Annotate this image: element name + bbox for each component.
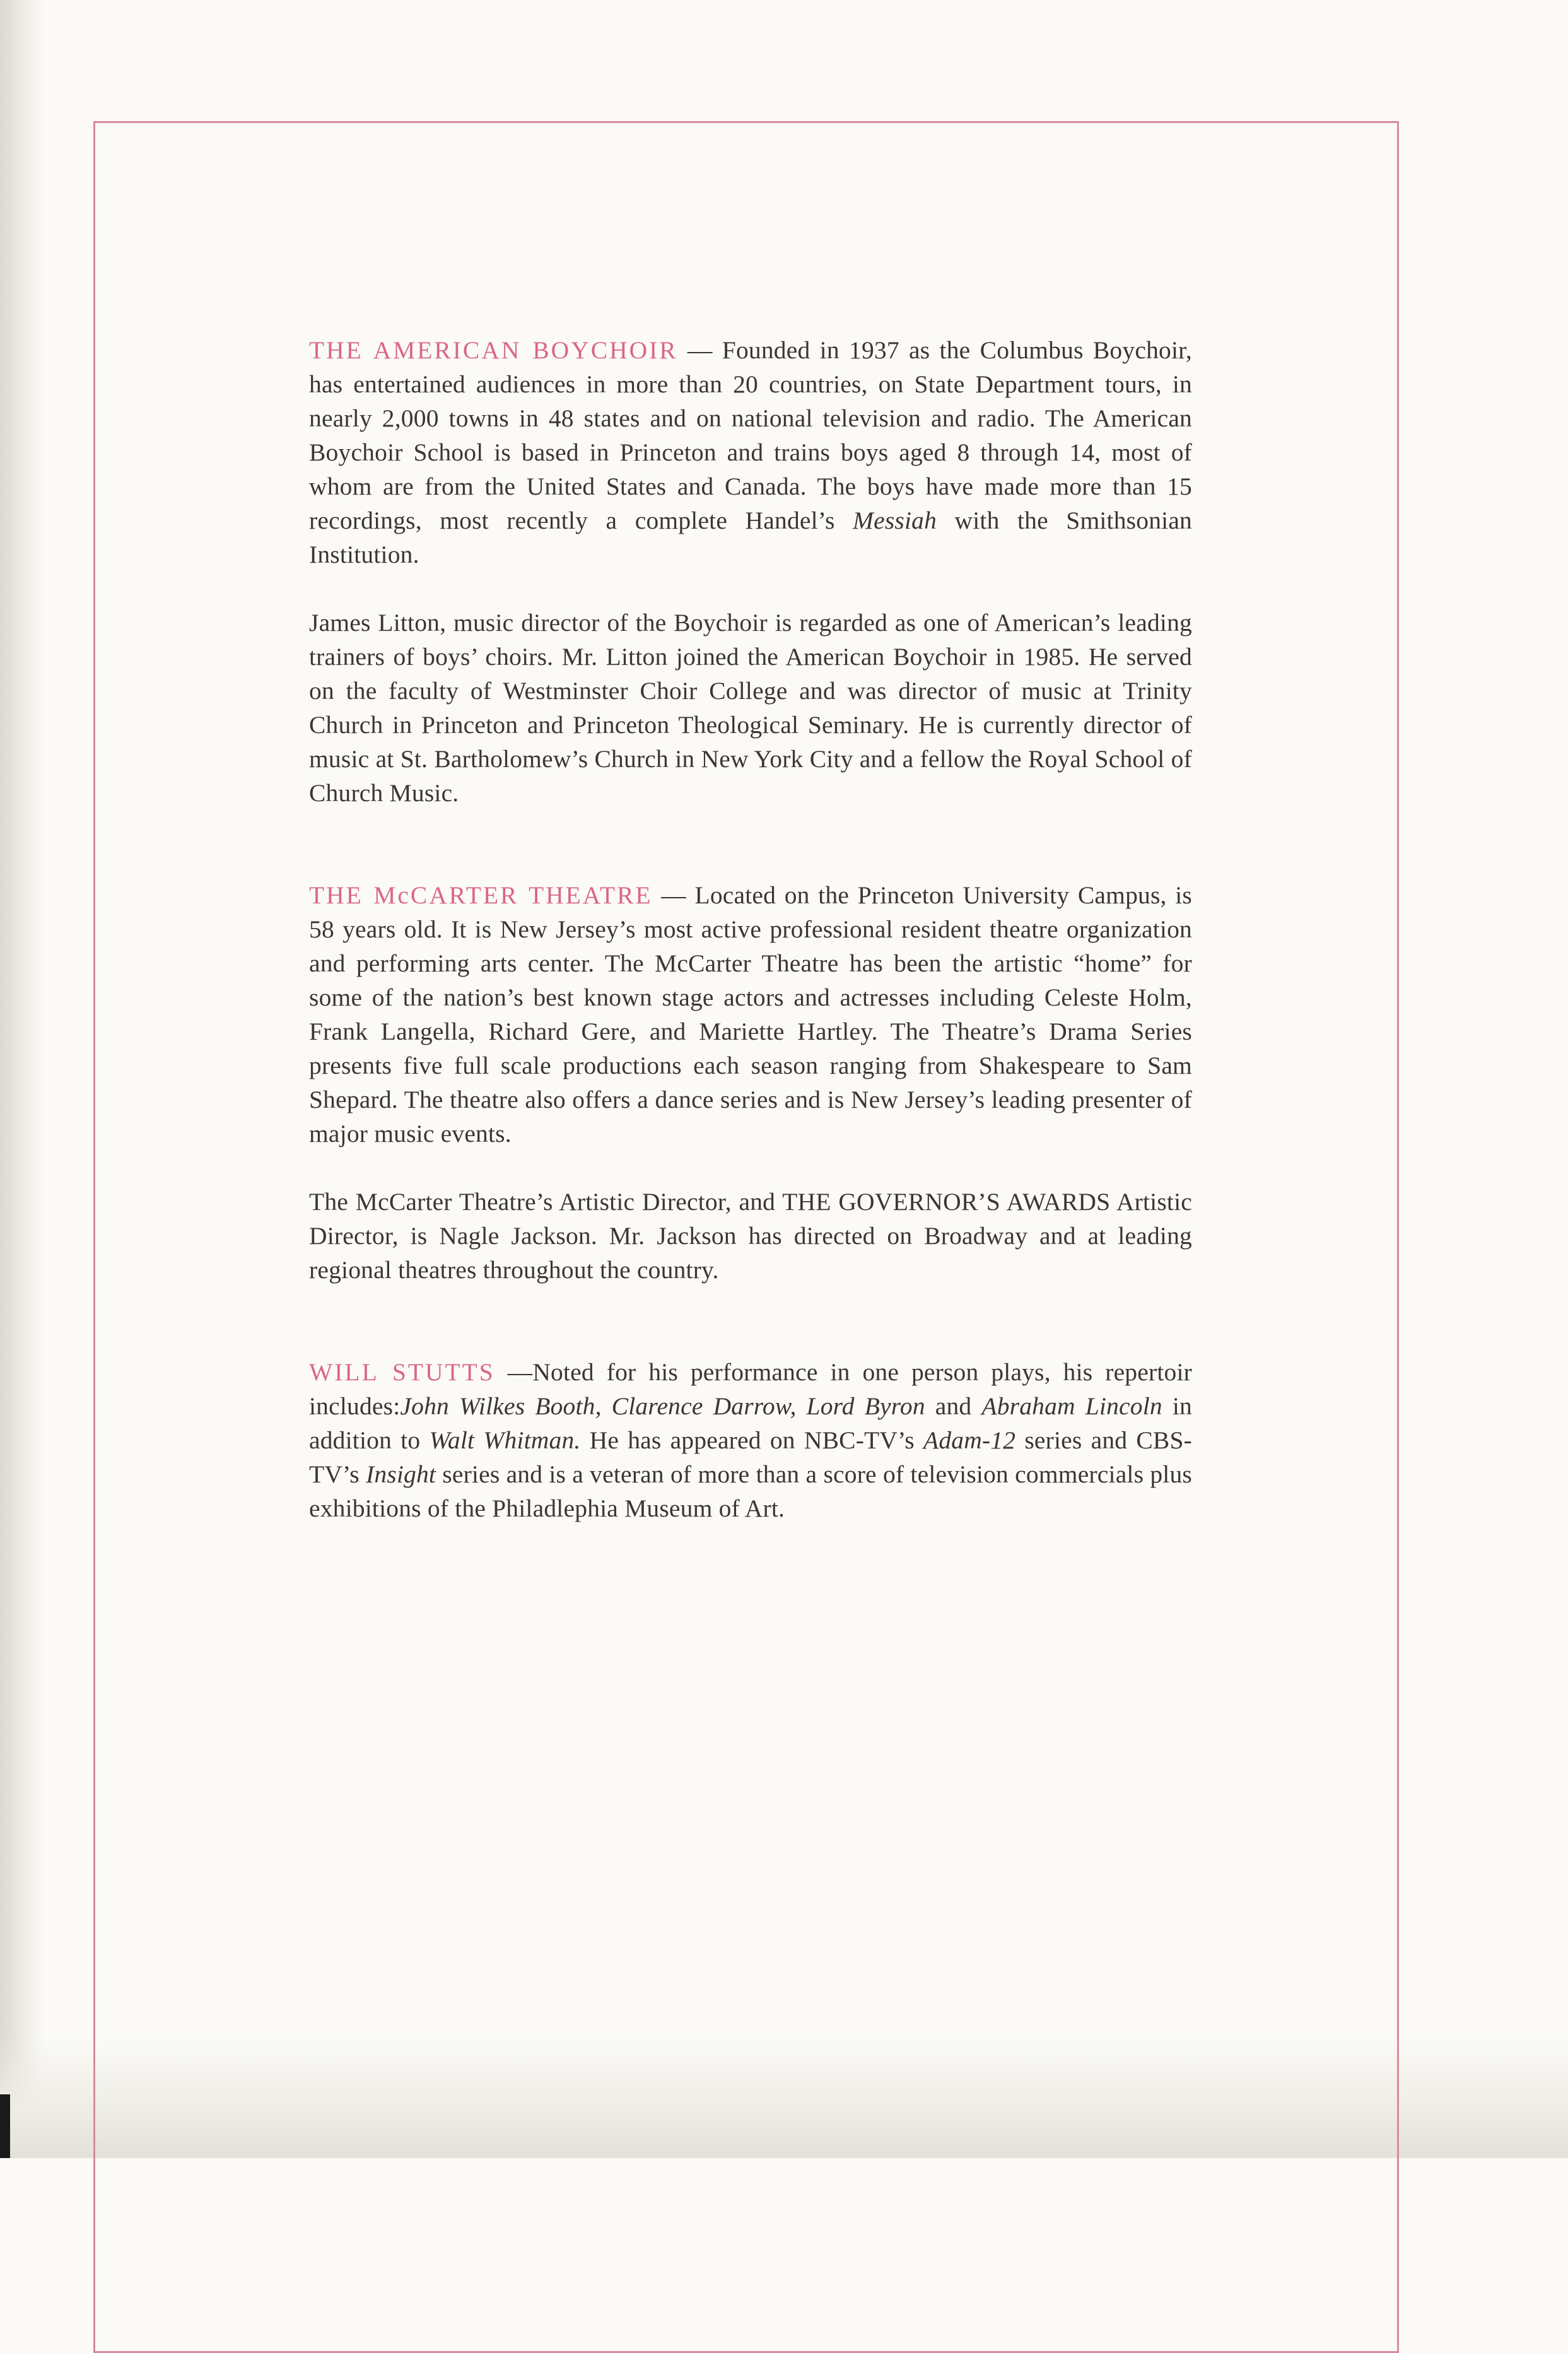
boychoir-paragraph-2: James Litton, music director of the Boychoir is regarded as one of American’s leading trainers of boys’ choirs. Mr. Litton joined the American Boychoir in 1985. He served on the faculty of Westminster Choir College and was director of music at Trinity Church in Princeton and Princeton Theological Seminary. He is currently director of music at St. Bartholomew’s Church in New York City and a fellow the Royal School of Church Music. <box>309 609 1192 807</box>
page-binding-shadow <box>0 0 44 2158</box>
stutts-paragraph <box>309 1355 1192 1525</box>
section-will-stutts <box>309 1355 1192 1525</box>
stutts-text-2: and <box>925 1392 982 1420</box>
document-body <box>309 333 1192 1525</box>
section-american-boychoir <box>309 333 1192 810</box>
stutts-text-6: series and is a veteran of more than a score of television commercials plus exhibitions of the Philadlephia Museum of Art. <box>309 1460 1192 1522</box>
boychoir-text-tail: with the Smithsonian Institution. <box>309 507 1192 568</box>
section-mccarter-theatre <box>309 878 1192 1287</box>
stutts-roles: John Wilkes Booth, Clarence Darrow, Lord Byron <box>400 1392 925 1420</box>
adam-12-title: Adam-12 <box>923 1426 1016 1454</box>
messiah-title: Messiah <box>853 507 937 534</box>
binding-edge <box>0 2094 10 2158</box>
stutts-text-5: series and CBS-TV’s <box>309 1426 1192 1488</box>
boychoir-text: — Founded in 1937 as the Columbus Boychoir, has entertained audiences in more than 20 countries, on State Department tours, in nearly 2,000 towns in 48 states and on national television and radio. The American Boychoir School is based in Princeton and trains boys aged 8 through 14, most of whom are from the United States and Canada. The boys have made more than 15 recordings, most recently a complete Handel’s <box>309 336 1192 534</box>
insight-title: Insight <box>365 1460 436 1488</box>
stutts-text-1: —Noted for his performance in one person plays, his repertoir includes: <box>309 1358 1192 1420</box>
mccarter-paragraph-1 <box>309 878 1192 1151</box>
stutts-text-4: He has appeared on NBC-TV’s <box>580 1426 923 1454</box>
mccarter-paragraph-2: The McCarter Theatre’s Artistic Director, and THE GOVERNOR’S AWARDS Artistic Director, is Nagle Jackson. Mr. Jackson has directed on Broadway and at leading regional theatres throughout the country. <box>309 1188 1192 1284</box>
stutts-text-3: in addition to <box>309 1392 1192 1454</box>
boychoir-heading: THE AMERICAN BOYCHOIR <box>309 336 678 364</box>
stutts-role-whitman: Walt Whitman. <box>429 1426 581 1454</box>
boychoir-paragraph-1 <box>309 333 1192 572</box>
stutts-role-lincoln: Abraham Lincoln <box>981 1392 1162 1420</box>
mccarter-text: — Located on the Princeton University Campus, is 58 years old. It is New Jersey’s most active professional resident theatre organization and performing arts center. The McCarter Theatre has been the artistic “home” for some of the nation’s best known stage actors and actresses including Celeste Holm, Frank Langella, Richard Gere, and Mariette Hartley. The Theatre’s Drama Series presents five full scale productions each season ranging from Shakespeare to Sam Shepard. The theatre also offers a dance series and is New Jersey’s leading presenter of major music events. <box>309 881 1193 1147</box>
mccarter-heading: THE McCARTER THEATRE <box>309 881 653 909</box>
stutts-heading: WILL STUTTS <box>309 1358 495 1386</box>
